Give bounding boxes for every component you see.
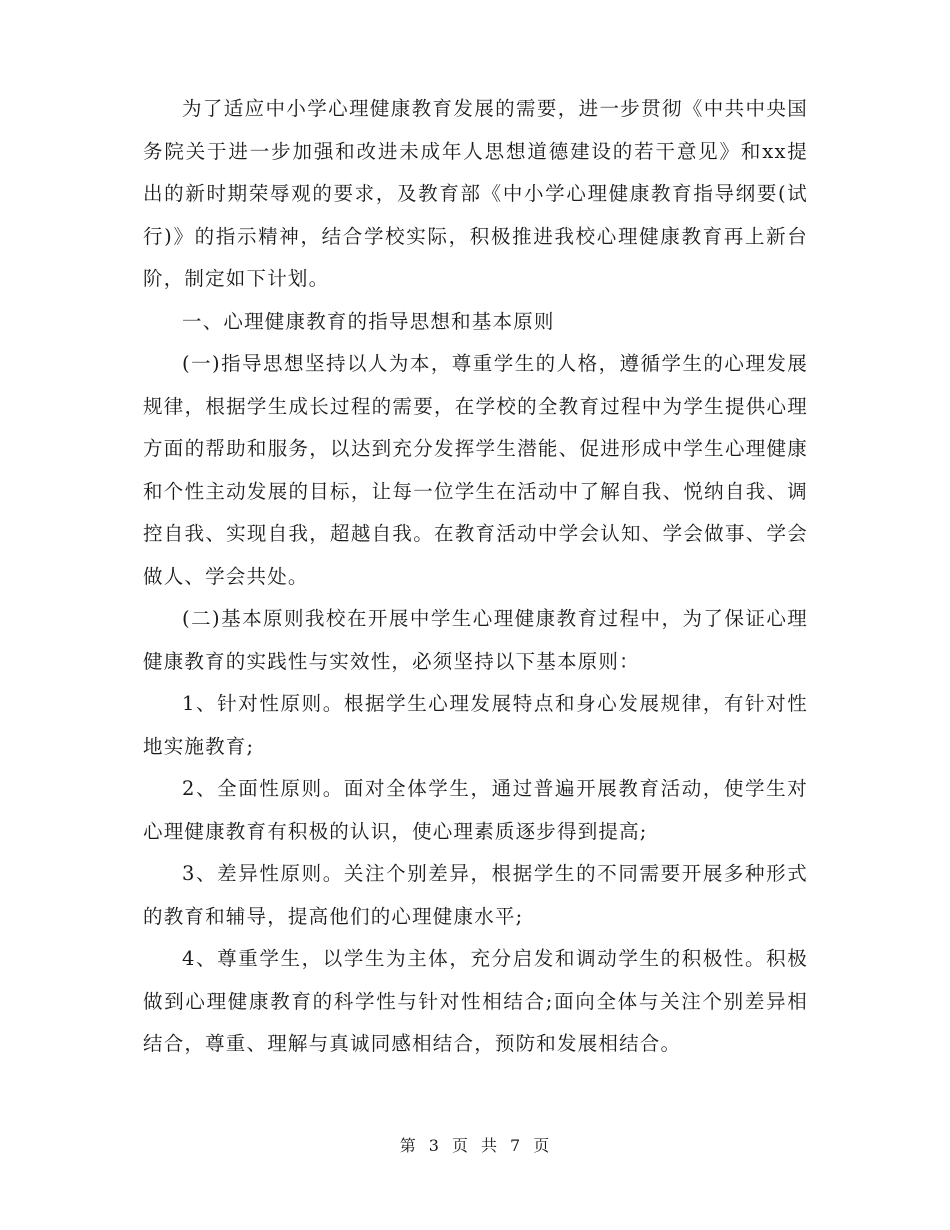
total-pages-number: 7 [510, 1136, 522, 1155]
page-number-footer [0, 1133, 950, 1156]
paragraph-intro: 为了适应中小学心理健康教育发展的需要，进一步贯彻《中共中央国务院关于进一步加强和改进未成年人思想道德建设的若干意见》和xx提出的新时期荣辱观的要求，及教育部《中小学心理健康教育指导纲要(试行)》的指示精神，结合学校实际，积极推进我校心理健康教育再上新台阶，制定如下计划。 [143, 97, 808, 290]
list-item-principle-2: 2、全面性原则。面对全体学生，通过普遍开展教育活动，使学生对心理健康教育有积极的认识，使心理素质逐步得到提高; [143, 777, 808, 843]
paragraph-basic-principles: (二)基本原则我校在开展中学生心理健康教育过程中，为了保证心理健康教育的实践性与实效性，必须坚持以下基本原则： [143, 607, 808, 673]
list-item-principle-3: 3、差异性原则。关注个别差异，根据学生的不同需要开展多种形式的教育和辅导，提高他们的心理健康水平; [143, 862, 808, 928]
footer-suffix: 页 [533, 1136, 551, 1155]
footer-total-word: 共 [481, 1136, 499, 1155]
footer-prefix: 第 [399, 1136, 417, 1155]
footer-page-word: 页 [451, 1136, 469, 1155]
list-item-principle-1: 1、针对性原则。根据学生心理发展特点和身心发展规律，有针对性地实施教育; [143, 692, 808, 758]
section-heading-guiding-principles: 一、心理健康教育的指导思想和基本原则 [182, 309, 555, 333]
document-body [143, 88, 808, 1066]
list-item-principle-4: 4、尊重学生，以学生为主体，充分启发和调动学生的积极性。积极做到心理健康教育的科学性与针对性相结合;面向全体与关注个别差异相结合，尊重、理解与真诚同感相结合，预防和发展相结合。 [143, 947, 808, 1055]
current-page-number: 3 [428, 1136, 440, 1155]
paragraph-guiding-thought: (一)指导思想坚持以人为本，尊重学生的人格，遵循学生的心理发展规律，根据学生成长过程的需要，在学校的全教育过程中为学生提供心理方面的帮助和服务，以达到充分发挥学生潜能、促进形成中学生心理健康和个性主动发展的目标，让每一位学生在活动中了解自我、悦纳自我、调控自我、实现自我，超越自我。在教育活动中学会认知、学会做事、学会做人、学会共处。 [143, 352, 808, 588]
